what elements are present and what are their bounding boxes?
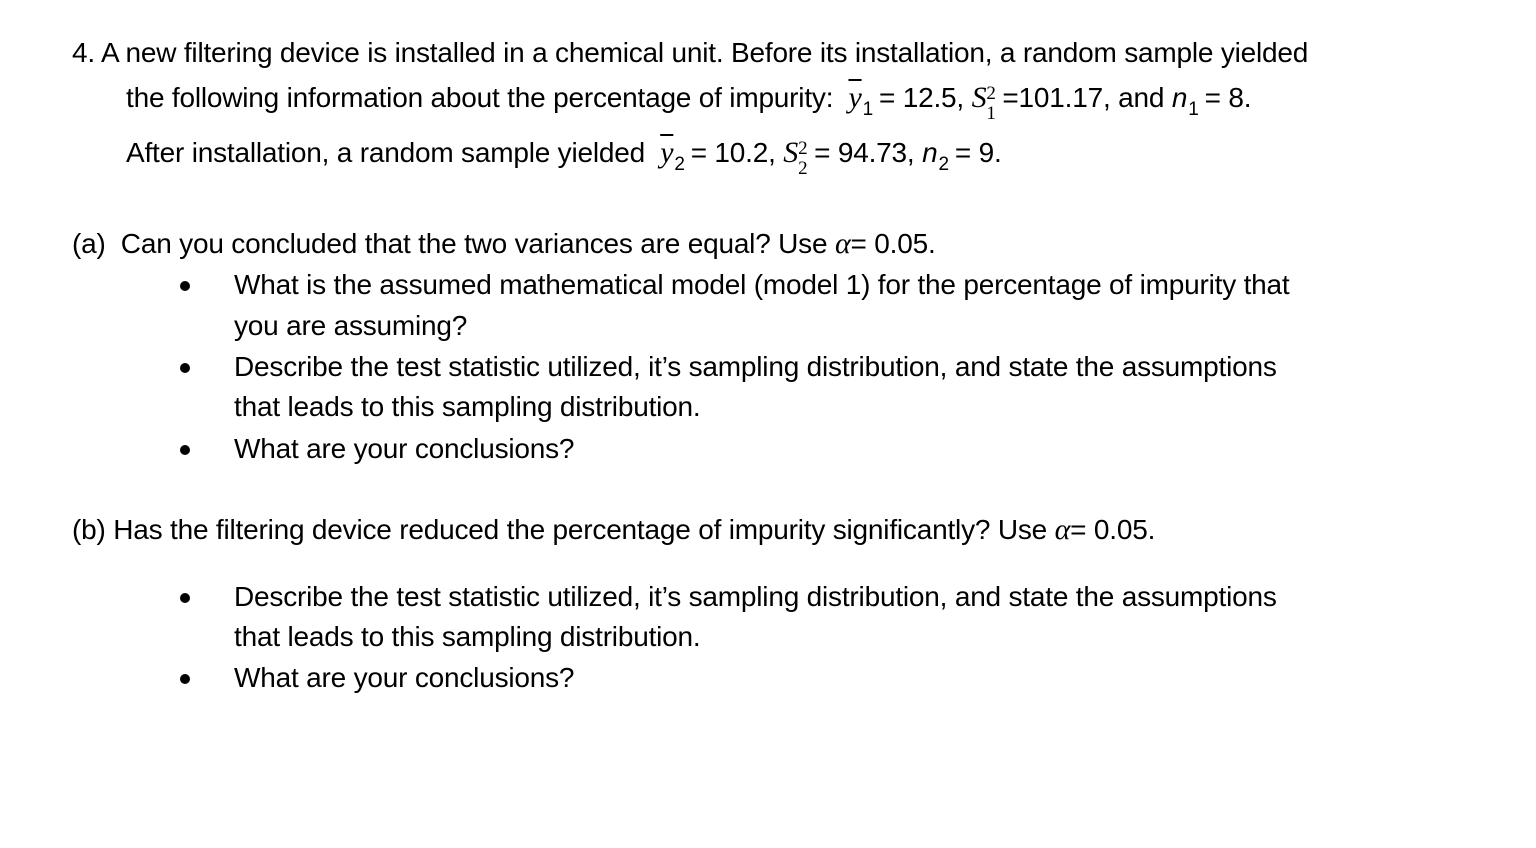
part-b-text: Has the filtering device reduced the percentage of impurity significantly? Use	[113, 514, 1048, 545]
variance-1-value: =101.17, and	[1002, 82, 1165, 113]
y-bar-1: $\overline{y}$	[848, 81, 862, 114]
part-a-bullet-2-line-1: Describe the test statistic utilized, it’s sampling distribution, and state the assumptions	[234, 351, 1277, 382]
part-a-bullet-2-icon	[180, 363, 190, 373]
problem-line-2	[126, 81, 1252, 124]
s-squared-2-scripts	[798, 136, 810, 179]
s-squared-1-superscript: 2	[986, 83, 996, 104]
s-squared-2-superscript: 2	[798, 138, 808, 159]
part-a-alpha-value: = 0.05.	[850, 228, 936, 259]
problem-line-3	[126, 136, 1002, 179]
n-1-symbol: n	[1171, 82, 1188, 113]
problem-line-3-prefix: After installation, a random sample yielded	[126, 137, 646, 168]
n-2-subscript: 2	[938, 154, 949, 175]
n-1-subscript: 1	[1188, 99, 1199, 120]
part-b-alpha-value: = 0.05.	[1070, 514, 1156, 545]
s-squared-2: S	[783, 136, 799, 169]
problem-line-1	[72, 36, 1308, 70]
n-1-value: = 8.	[1204, 82, 1252, 113]
y-bar-2: $\overline{y}$	[660, 136, 674, 169]
s-squared-1: S	[971, 81, 987, 114]
part-b-alpha-symbol: α	[1054, 513, 1071, 546]
part-a-bullet-1-line-2: you are assuming?	[234, 310, 468, 341]
variance-2-value: = 94.73,	[814, 137, 915, 168]
part-a-text: Can you concluded that the two variances are equal? Use	[120, 228, 828, 259]
s-squared-2-subscript: 2	[798, 158, 808, 179]
part-a-question	[72, 227, 936, 261]
part-a-bullet-2-line-2: that leads to this sampling distribution.	[234, 391, 701, 422]
y-bar-1-subscript: 1	[862, 99, 873, 120]
part-b-question	[72, 513, 1155, 547]
problem-number: 4.	[72, 37, 95, 68]
y-bar-2-subscript: 2	[674, 154, 685, 175]
part-a-alpha-symbol: α	[834, 227, 851, 260]
part-a-bullet-3-line-1: What are your conclusions?	[234, 433, 575, 464]
part-b-bullet-1-line-1: Describe the test statistic utilized, it’s sampling distribution, and state the assumptions	[234, 581, 1277, 612]
mean-1-value: = 12.5,	[878, 82, 964, 113]
part-a-bullet-1-icon	[180, 281, 190, 291]
n-2-value: = 9.	[954, 137, 1002, 168]
s-squared-1-subscript: 1	[986, 103, 996, 124]
part-a-bullet-3-icon	[180, 445, 190, 455]
problem-intro: A new filtering device is installed in a chemical unit. Before its installation, a random sample yielded	[101, 37, 1309, 68]
part-a-bullet-1-line-1: What is the assumed mathematical model (model 1) for the percentage of impurity that	[234, 269, 1290, 300]
part-b-bullet-1-line-2: that leads to this sampling distribution.	[234, 621, 701, 652]
problem-line-2-prefix: the following information about the percentage of impurity:	[126, 82, 834, 113]
part-b-bullet-2-icon	[180, 674, 190, 684]
mean-2-value: = 10.2,	[690, 137, 776, 168]
part-b-label: (b)	[72, 514, 106, 545]
part-a-label: (a)	[72, 228, 106, 259]
n-2-symbol: n	[922, 137, 938, 168]
part-b-bullet-1-icon	[180, 593, 190, 603]
part-b-bullet-2-line-1: What are your conclusions?	[234, 662, 575, 693]
s-squared-1-scripts	[986, 81, 998, 124]
